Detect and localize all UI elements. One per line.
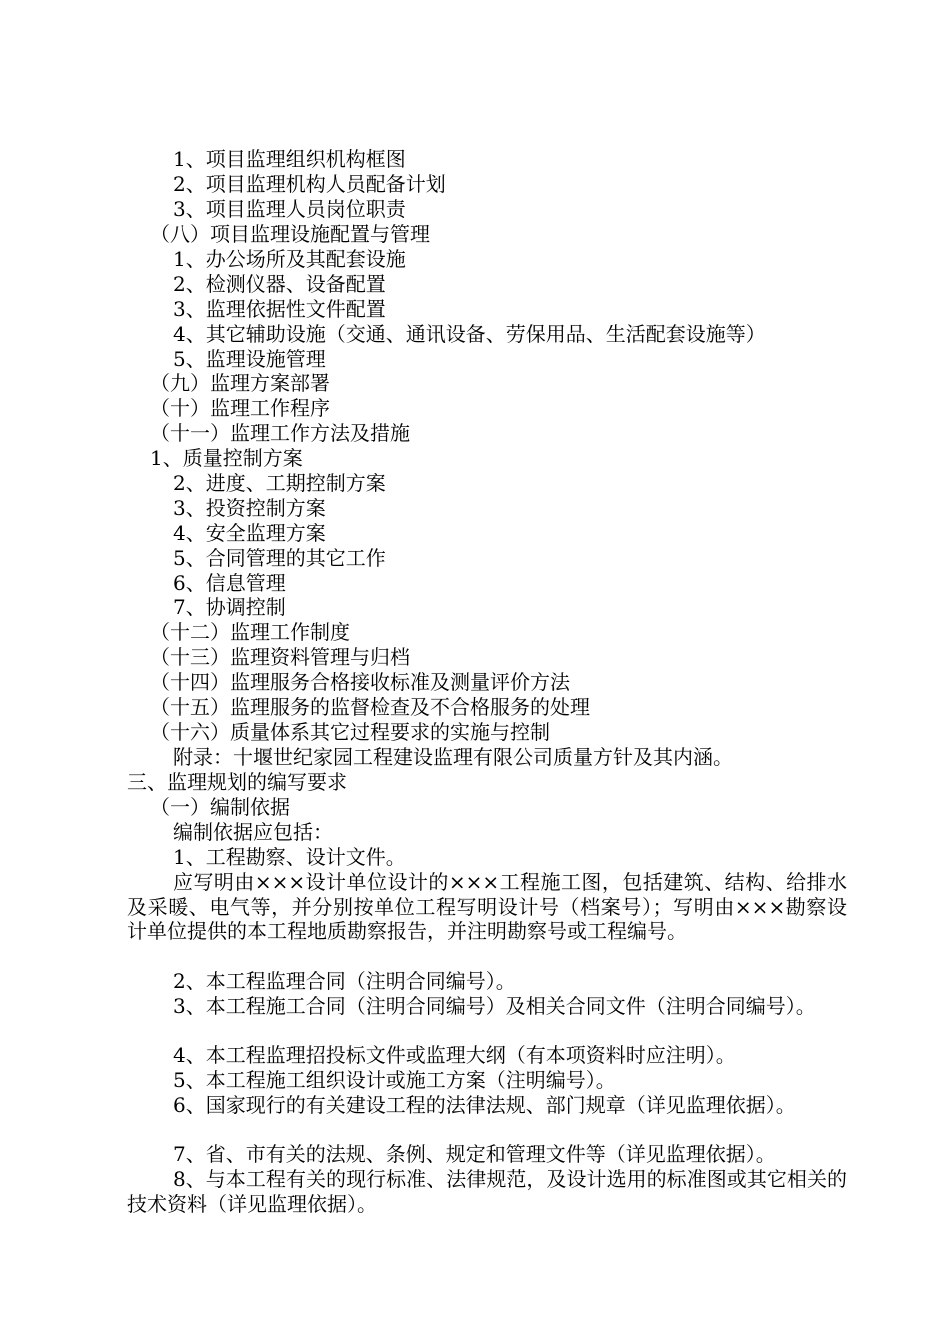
list-item: 3、本工程施工合同（注明合同编号）及相关合同文件（注明合同编号）。 <box>173 994 816 1018</box>
section-heading: （十一）监理工作方法及措施 <box>150 421 410 445</box>
section-heading: （十五）监理服务的监督检查及不合格服务的处理 <box>150 695 590 719</box>
outline-item: 7、协调控制 <box>173 595 286 619</box>
outline-item: 5、合同管理的其它工作 <box>173 546 386 570</box>
outline-item: 1、质量控制方案 <box>150 446 303 470</box>
outline-item: 2、进度、工期控制方案 <box>173 471 386 495</box>
outline-item: 2、项目监理机构人员配备计划 <box>173 172 446 196</box>
list-item: 1、工程勘察、设计文件。 <box>173 845 406 869</box>
outline-item: 4、安全监理方案 <box>173 521 326 545</box>
outline-item: 5、监理设施管理 <box>173 347 326 371</box>
list-item: 6、国家现行的有关建设工程的法律法规、部门规章（详见监理依据）。 <box>173 1093 796 1117</box>
section-heading: （十）监理工作程序 <box>150 396 330 420</box>
section-heading: （一）编制依据 <box>150 795 290 819</box>
section-heading: （八）项目监理设施配置与管理 <box>150 222 430 246</box>
outline-item: 3、监理依据性文件配置 <box>173 297 386 321</box>
list-item: 7、省、市有关的法规、条例、规定和管理文件等（详见监理依据）。 <box>173 1142 776 1166</box>
outline-item: 4、其它辅助设施（交通、通讯设备、劳保用品、生活配套设施等） <box>173 322 766 346</box>
list-item: 2、本工程监理合同（注明合同编号）。 <box>173 969 516 993</box>
outline-item: 3、投资控制方案 <box>173 496 326 520</box>
section-heading: （十六）质量体系其它过程要求的实施与控制 <box>150 720 550 744</box>
chapter-heading: 三、监理规划的编写要求 <box>127 770 347 794</box>
appendix-line: 附录：十堰世纪家园工程建设监理有限公司质量方针及其内涵。 <box>173 745 733 769</box>
section-heading: （十四）监理服务合格接收标准及测量评价方法 <box>150 670 570 694</box>
list-item: 4、本工程监理招投标文件或监理大纲（有本项资料时应注明）。 <box>173 1043 736 1067</box>
body-line: 编制依据应包括： <box>173 820 333 844</box>
outline-item: 3、项目监理人员岗位职责 <box>173 197 406 221</box>
outline-item: 2、检测仪器、设备配置 <box>173 272 386 296</box>
list-item: 5、本工程施工组织设计或施工方案（注明编号）。 <box>173 1068 616 1092</box>
outline-item: 6、信息管理 <box>173 571 286 595</box>
section-heading: （十二）监理工作制度 <box>150 620 350 644</box>
section-heading: （九）监理方案部署 <box>150 371 330 395</box>
outline-item: 1、办公场所及其配套设施 <box>173 247 406 271</box>
list-item: 8、与本工程有关的现行标准、法律规范，及设计选用的标准图或其它相关的技术资料（详见监理依据）。 <box>127 1167 847 1216</box>
section-heading: （十三）监理资料管理与归档 <box>150 645 410 669</box>
body-paragraph: 应写明由×××设计单位设计的×××工程施工图，包括建筑、结构、给排水及采暖、电气等，并分别按单位工程写明设计号（档案号）；写明由×××勘察设计单位提供的本工程地质勘察报告，并注明勘察号或工程编号。 <box>127 870 847 944</box>
outline-item: 1、项目监理组织机构框图 <box>173 147 406 171</box>
